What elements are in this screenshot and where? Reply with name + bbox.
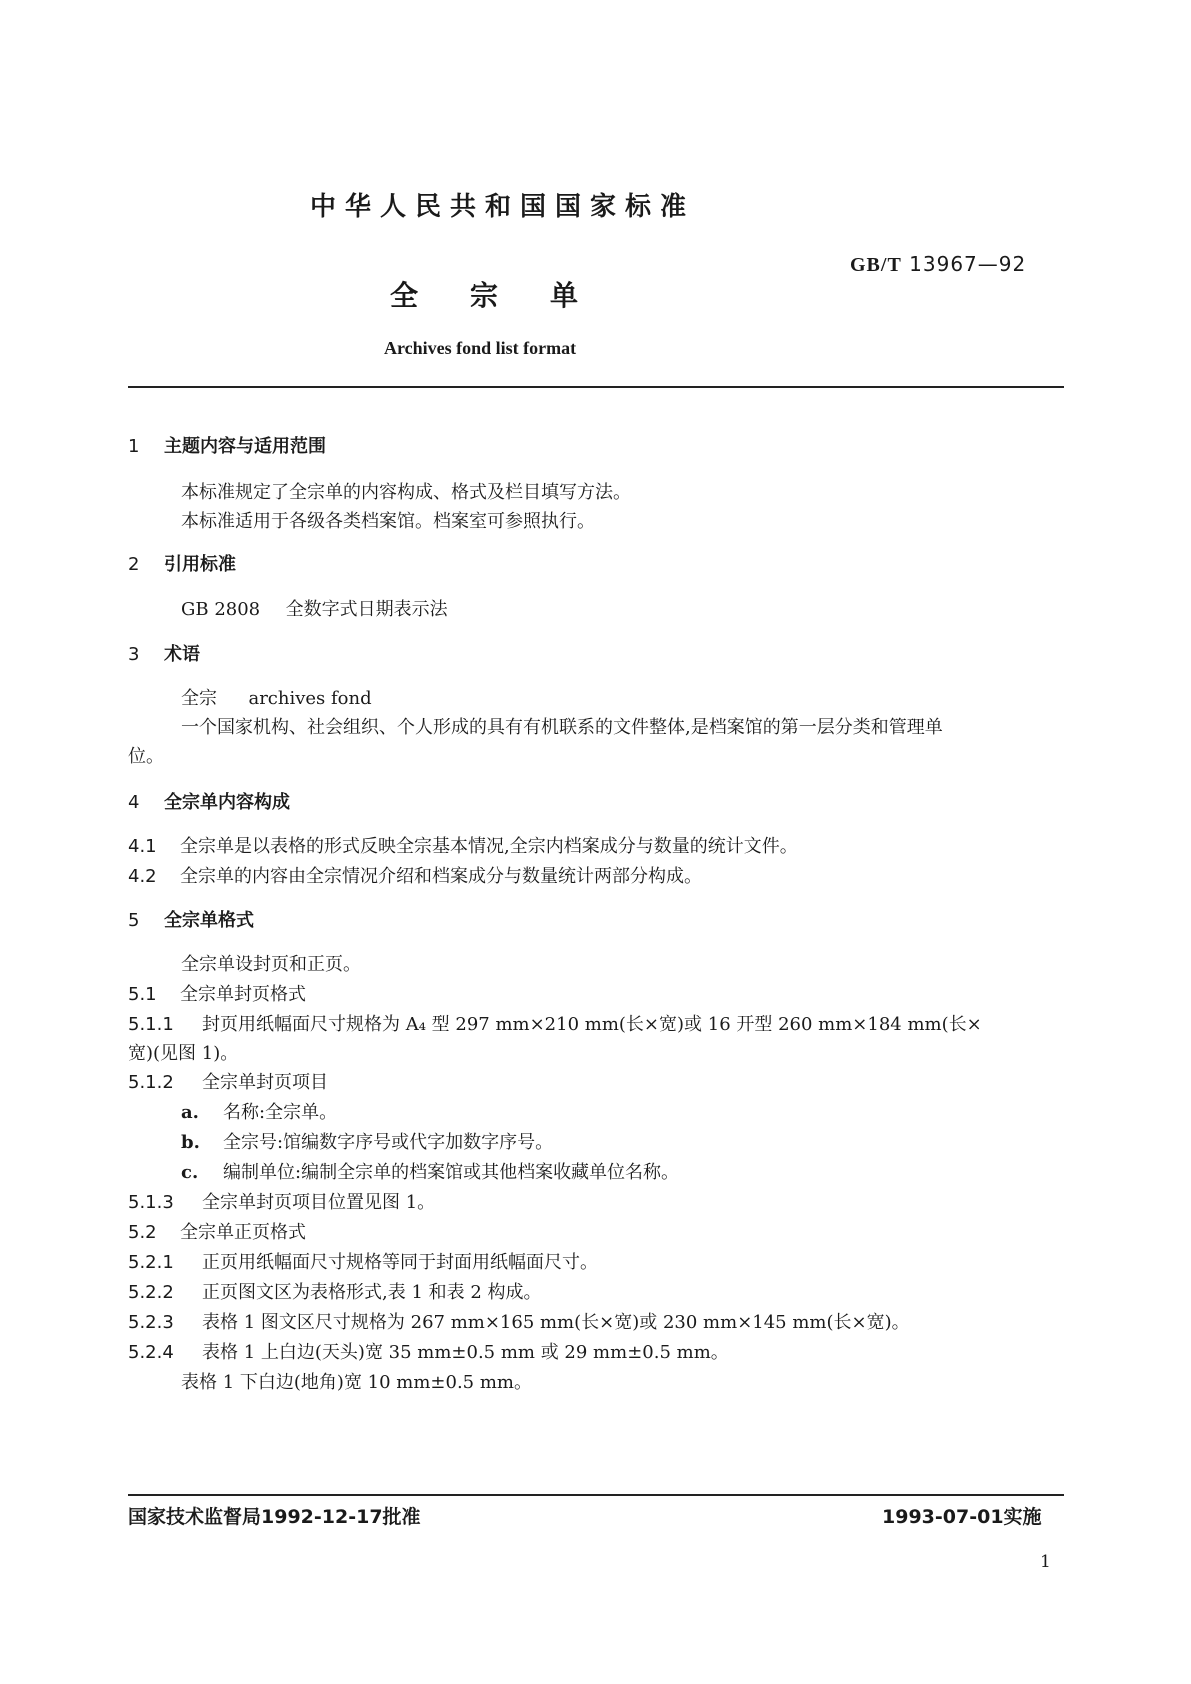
- list-text: 编制单位:编制全宗单的档案馆或其他档案收藏单位名称。: [223, 1162, 680, 1183]
- section-title: 全宗单格式: [164, 910, 254, 931]
- list-item: [181, 1158, 679, 1184]
- clause-text: 全宗单的内容由全宗情况介绍和档案成分与数量统计两部分构成。: [180, 866, 702, 887]
- standard-title: 中华人民共和国国家标准: [310, 192, 696, 222]
- clause-text: 全宗单是以表格的形式反映全宗基本情况,全宗内档案成分与数量的统计文件。: [180, 836, 798, 857]
- section-number: 4: [128, 792, 140, 813]
- clause-text: 正页图文区为表格形式,表 1 和表 2 构成。: [202, 1282, 542, 1303]
- clause-4-1: [128, 832, 798, 858]
- clause-text: 全宗单封页项目位置见图 1。: [202, 1192, 436, 1213]
- section-title: 引用标准: [164, 554, 236, 575]
- clause-text: 全宗单封页项目: [202, 1072, 328, 1093]
- clause-number: 5.1.3: [128, 1192, 174, 1213]
- clause-number: 5.2.4: [128, 1342, 174, 1363]
- clause-text: 全宗单正页格式: [180, 1222, 306, 1243]
- list-label: a.: [181, 1102, 199, 1123]
- section-number: 5: [128, 910, 140, 931]
- list-item: [181, 1128, 553, 1154]
- clause-5-2-2: [128, 1278, 542, 1304]
- clause-text: 封页用纸幅面尺寸规格为 A₄ 型 297 mm×210 mm(长×宽)或 16 开型 260 mm×184 mm(长×: [202, 1014, 982, 1035]
- clause-text: 正页用纸幅面尺寸规格等同于封面用纸幅面尺寸。: [202, 1252, 598, 1273]
- section-number: 3: [128, 644, 140, 665]
- clause-5-2-4: [128, 1338, 729, 1364]
- section-title: 全宗单内容构成: [164, 792, 290, 813]
- section-title: 术语: [164, 644, 200, 665]
- section-number: 1: [128, 436, 140, 457]
- clause-5-2: [128, 1218, 306, 1244]
- clause-4-2: [128, 862, 702, 888]
- clause-5-1-1-cont: 宽)(见图 1)。: [128, 1043, 239, 1064]
- standard-code-prefix: GB/T: [850, 254, 902, 276]
- clause-number: 5.1: [128, 984, 157, 1005]
- document-subtitle: Archives fond list format: [384, 338, 577, 358]
- page-number: 1: [1040, 1552, 1051, 1572]
- term-chinese: 全宗: [181, 688, 217, 709]
- clause-5-1-1: [128, 1010, 982, 1036]
- clause-5-2-1: [128, 1248, 598, 1274]
- section-2-heading: [128, 550, 236, 576]
- section-number: 2: [128, 554, 140, 575]
- clause-number: 4.2: [128, 866, 157, 887]
- clause-number: 5.2.1: [128, 1252, 174, 1273]
- clause-number: 5.1.2: [128, 1072, 174, 1093]
- effective-date: 1993-07-01实施: [882, 1506, 1042, 1528]
- section-3-heading: [128, 640, 200, 666]
- reference-standard: [181, 595, 448, 621]
- approval-line: 国家技术监督局1992-12-17批准: [128, 1506, 421, 1528]
- paragraph: 全宗单设封页和正页。: [181, 954, 361, 975]
- header-divider: [128, 386, 1064, 388]
- clause-text: 表格 1 上白边(天头)宽 35 mm±0.5 mm 或 29 mm±0.5 mm。: [202, 1342, 729, 1363]
- paragraph: 本标准适用于各级各类档案馆。档案室可参照执行。: [181, 511, 595, 532]
- paragraph: 本标准规定了全宗单的内容构成、格式及栏目填写方法。: [181, 482, 631, 503]
- footer-divider: [128, 1494, 1064, 1496]
- clause-5-2-4-cont: 表格 1 下白边(地角)宽 10 mm±0.5 mm。: [181, 1372, 532, 1393]
- clause-number: 5.1.1: [128, 1014, 174, 1035]
- clause-number: 5.2.2: [128, 1282, 174, 1303]
- list-text: 全宗号:馆编数字序号或代字加数字序号。: [223, 1132, 554, 1153]
- term-definition-cont: 位。: [128, 746, 164, 767]
- section-4-heading: [128, 788, 290, 814]
- list-text: 名称:全宗单。: [223, 1102, 338, 1123]
- clause-number: 4.1: [128, 836, 157, 857]
- reference-code: GB 2808: [181, 599, 261, 620]
- list-label: c.: [181, 1162, 199, 1183]
- clause-5-1: [128, 980, 306, 1006]
- term-english: archives fond: [248, 688, 372, 709]
- term-definition: 一个国家机构、社会组织、个人形成的具有有机联系的文件整体,是档案馆的第一层分类和管理单: [181, 717, 943, 738]
- term-entry: [181, 684, 372, 710]
- list-label: b.: [181, 1132, 200, 1153]
- clause-5-1-2: [128, 1068, 328, 1094]
- clause-5-2-3: [128, 1308, 910, 1334]
- section-title: 主题内容与适用范围: [164, 436, 326, 457]
- document-title: 全宗单: [390, 279, 631, 312]
- reference-title: 全数字式日期表示法: [285, 599, 448, 620]
- standard-code-number: 13967—92: [909, 252, 1027, 276]
- list-item: [181, 1098, 337, 1124]
- clause-number: 5.2.3: [128, 1312, 174, 1333]
- clause-text: 全宗单封页格式: [180, 984, 306, 1005]
- clause-5-1-3: [128, 1188, 435, 1214]
- section-1-heading: [128, 432, 326, 458]
- clause-number: 5.2: [128, 1222, 157, 1243]
- standard-code: [850, 252, 1026, 277]
- clause-text: 表格 1 图文区尺寸规格为 267 mm×165 mm(长×宽)或 230 mm×145 mm(长×宽)。: [202, 1312, 910, 1333]
- section-5-heading: [128, 906, 254, 932]
